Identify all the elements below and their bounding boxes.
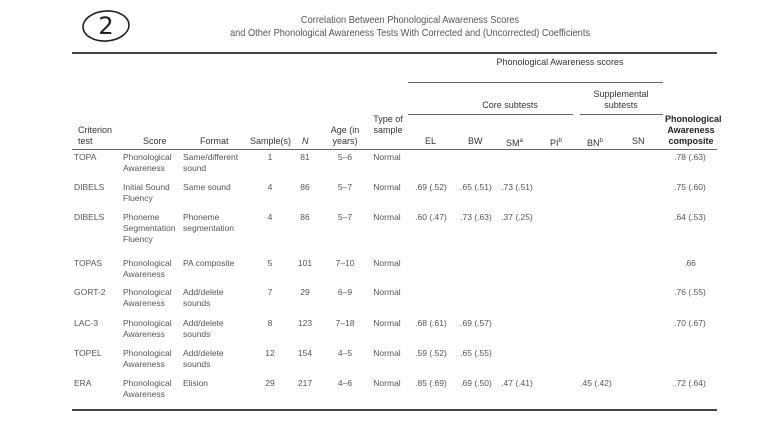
cell-samples: 7 (267, 287, 273, 297)
cell-score: Phoneme Segmentation Fluency (123, 212, 176, 244)
circled-page-number (80, 8, 132, 44)
col-bn: $BN^b$ (587, 138, 603, 148)
cell-composite: .72 (.64) (674, 378, 706, 388)
cell-type: Normal (373, 348, 401, 358)
cell-criterion: TOPAS (74, 258, 103, 268)
cell-criterion: DIBELS (74, 212, 105, 222)
cell-format: Phoneme segmentation (183, 212, 235, 233)
cell-age: 4–5 (337, 348, 353, 358)
cell-samples: 12 (265, 348, 275, 358)
group-header-pa-scores: Phonological Awareness scores (496, 57, 624, 67)
cell-score: Phonological Awareness (123, 378, 172, 399)
cell-n: 101 (297, 258, 313, 268)
cell-composite: .76 (.55) (674, 287, 706, 297)
cell-n: 86 (300, 212, 310, 222)
pa-scores-rule (408, 82, 663, 83)
cell-n: 81 (300, 152, 310, 162)
col-sn: SN (632, 136, 645, 146)
cell-age: 7–18 (335, 318, 355, 328)
cell-criterion: LAC-3 (74, 318, 99, 328)
cell-score: Initial Sound Fluency (123, 182, 170, 203)
cell-bw: .69 (.57) (460, 318, 492, 328)
cell-bw: .65 (.55) (460, 348, 492, 358)
col-n: N (302, 136, 309, 146)
cell-age: 4–6 (337, 378, 353, 388)
cell-type: Normal (373, 318, 401, 328)
cell-type: Normal (373, 258, 401, 268)
cell-type: Normal (373, 152, 401, 162)
col-format: Format (200, 136, 229, 146)
cell-samples: 1 (267, 152, 273, 162)
cell-n: 29 (300, 287, 310, 297)
cell-format: Add/delete sounds (183, 318, 224, 339)
cell-criterion: TOPA (74, 152, 97, 162)
cell-samples: 5 (267, 258, 273, 268)
cell-age: 7–10 (335, 258, 355, 268)
cell-criterion: DIBELS (74, 182, 105, 192)
cell-format: Elision (183, 378, 209, 388)
col-score: Score (143, 136, 167, 146)
cell-el: .68 (.61) (415, 318, 447, 328)
cell-composite: .66 (684, 258, 696, 268)
group-header-core: Core subtests (482, 100, 538, 110)
title-line-1: Correlation Between Phonological Awareness Scores (300, 14, 520, 26)
cell-composite: .78 (.63) (674, 152, 706, 162)
col-criterion-test: Criterion test (78, 125, 113, 146)
cell-score: Phonological Awareness (123, 318, 172, 339)
cell-n: 154 (297, 348, 313, 358)
cell-composite: .75 (.60) (674, 182, 706, 192)
cell-type: Normal (373, 212, 401, 222)
cell-sm: .47 (.41) (501, 378, 533, 388)
cell-criterion: TOPEL (74, 348, 102, 358)
col-sm: $SM^a$ (506, 138, 523, 148)
cell-el: .69 (.52) (415, 182, 447, 192)
cell-bw: .69 (.50) (460, 378, 492, 388)
cell-format: PA composite (183, 258, 235, 268)
cell-age: 5–6 (337, 152, 353, 162)
cell-samples: 8 (267, 318, 273, 328)
cell-el: .85 (.69) (415, 378, 447, 388)
cell-samples: 29 (265, 378, 275, 388)
col-type: Type of sample (373, 114, 403, 135)
cell-samples: 4 (267, 182, 273, 192)
cell-age: 5–7 (337, 182, 353, 192)
cell-type: Normal (373, 287, 401, 297)
cell-type: Normal (373, 378, 401, 388)
cell-criterion: ERA (74, 378, 92, 388)
cell-format: Same/different sound (183, 152, 239, 173)
col-pi: $PI^b$ (550, 138, 562, 148)
page-number-text: 2 (98, 12, 114, 40)
cell-criterion: GORT-2 (74, 287, 106, 297)
col-age: Age (in years) (330, 125, 360, 146)
cell-n: 86 (300, 182, 310, 192)
top-rule (72, 52, 717, 54)
col-bw: BW (468, 136, 483, 146)
cell-format: Add/delete sounds (183, 287, 224, 308)
col-composite: Phonological Awareness composite (665, 114, 722, 146)
cell-score: Phonological Awareness (123, 152, 172, 173)
title-line-2: and Other Phonological Awareness Tests With Corrected and (Uncorrected) Coefficients (229, 27, 591, 39)
bottom-rule (72, 409, 717, 411)
cell-n: 123 (297, 318, 313, 328)
cell-sm: .37 (.25) (501, 212, 533, 222)
cell-bw: .65 (.51) (460, 182, 492, 192)
cell-score: Phonological Awareness (123, 287, 172, 308)
cell-bn: .45 (.42) (580, 378, 612, 388)
core-rule (408, 114, 573, 115)
cell-age: 5–7 (337, 212, 353, 222)
cell-format: Same sound (183, 182, 231, 192)
cell-score: Phonological Awareness (123, 258, 172, 279)
cell-score: Phonological Awareness (123, 348, 172, 369)
cell-sm: .73 (.51) (501, 182, 533, 192)
cell-bw: .73 (.63) (460, 212, 492, 222)
cell-composite: .70 (.67) (674, 318, 706, 328)
cell-composite: .64 (.53) (674, 212, 706, 222)
cell-format: Add/delete sounds (183, 348, 224, 369)
col-samples: Sample(s) (250, 136, 292, 146)
cell-el: .60 (.47) (415, 212, 447, 222)
table-title (225, 14, 595, 40)
cell-age: 6–9 (337, 287, 353, 297)
cell-samples: 4 (267, 212, 273, 222)
cell-n: 217 (297, 378, 313, 388)
cell-el: .59 (.52) (415, 348, 447, 358)
group-header-supplemental: Supplemental subtests (593, 89, 649, 110)
col-el: EL (425, 136, 437, 146)
cell-type: Normal (373, 182, 401, 192)
supplemental-rule (580, 114, 663, 115)
header-rule (72, 149, 717, 150)
